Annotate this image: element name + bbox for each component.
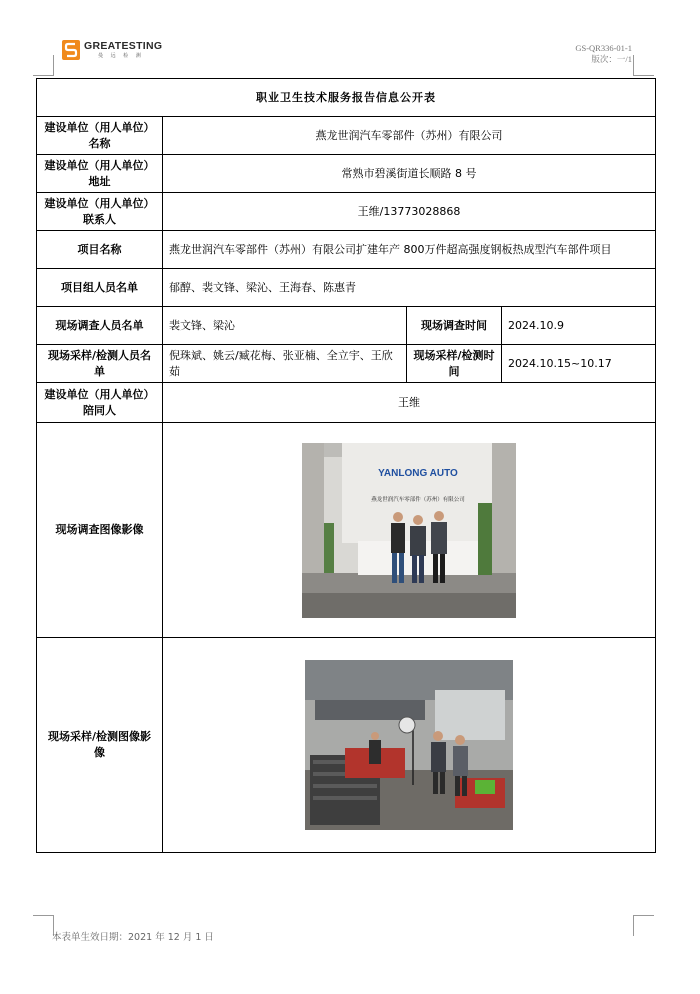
edition-label: 版次：一/1 — [591, 54, 632, 64]
survey-staff-label: 现场调查人员名单 — [37, 307, 163, 345]
logo-subtitle: 曼 远 检 测 — [98, 52, 144, 59]
sign-company-text: 燕龙世润汽车零部件（苏州）有限公司 — [371, 496, 465, 503]
survey-photo-cell — [163, 423, 656, 638]
company-logo — [62, 40, 162, 60]
survey-time-label: 现场调查时间 — [407, 307, 502, 345]
info-table — [36, 78, 656, 853]
unit-name-label: 建设单位（用人单位）名称 — [37, 117, 163, 155]
sampling-time-value: 2024.10.15~10.17 — [502, 345, 656, 383]
team-label: 项目组人员名单 — [37, 269, 163, 307]
sampling-photo-label: 现场采样/检测图像影像 — [37, 638, 163, 853]
document-code-block — [575, 43, 632, 65]
corner-mark-top-left — [33, 55, 54, 76]
logo-mark-icon — [62, 40, 80, 60]
survey-photo — [302, 443, 516, 618]
sampling-photo-cell — [163, 638, 656, 853]
contact-value: 王维/13773028868 — [163, 193, 656, 231]
address-value: 常熟市碧溪街道长顺路 8 号 — [163, 155, 656, 193]
effective-date: 本表单生效日期：2021 年 12 月 1 日 — [52, 932, 214, 943]
sampling-time-label: 现场采样/检测时间 — [407, 345, 502, 383]
form-title: 职业卫生技术服务报告信息公开表 — [37, 79, 656, 117]
survey-time-value: 2024.10.9 — [502, 307, 656, 345]
address-label: 建设单位（用人单位）地址 — [37, 155, 163, 193]
sign-brand-text: YANLONG AUTO — [378, 467, 458, 479]
sampling-photo — [305, 660, 513, 830]
document-code: GS-QR336-01-1 — [575, 43, 632, 53]
escort-label: 建设单位（用人单位）陪同人 — [37, 383, 163, 423]
escort-value: 王维 — [163, 383, 656, 423]
unit-name-value: 燕龙世润汽车零部件（苏州）有限公司 — [163, 117, 656, 155]
contact-label: 建设单位（用人单位）联系人 — [37, 193, 163, 231]
team-value: 郁醇、裴文锋、梁沁、王海春、陈惠青 — [163, 269, 656, 307]
survey-photo-label: 现场调查图像影像 — [37, 423, 163, 638]
project-name-label: 项目名称 — [37, 231, 163, 269]
corner-mark-top-right — [633, 55, 654, 76]
sampling-staff-label: 现场采样/检测人员名单 — [37, 345, 163, 383]
corner-mark-bottom-right — [633, 915, 654, 936]
logo-name: GREATESTING — [84, 40, 163, 53]
survey-staff-value: 裴文锋、梁沁 — [163, 307, 407, 345]
corner-mark-bottom-left — [33, 915, 54, 936]
project-name-value: 燕龙世润汽车零部件（苏州）有限公司扩建年产 800万件超高强度钢板热成型汽车部件项目 — [163, 231, 656, 269]
sampling-staff-value: 倪珠斌、姚云/臧花梅、张亚楠、全立宇、王欣茹 — [163, 345, 407, 383]
